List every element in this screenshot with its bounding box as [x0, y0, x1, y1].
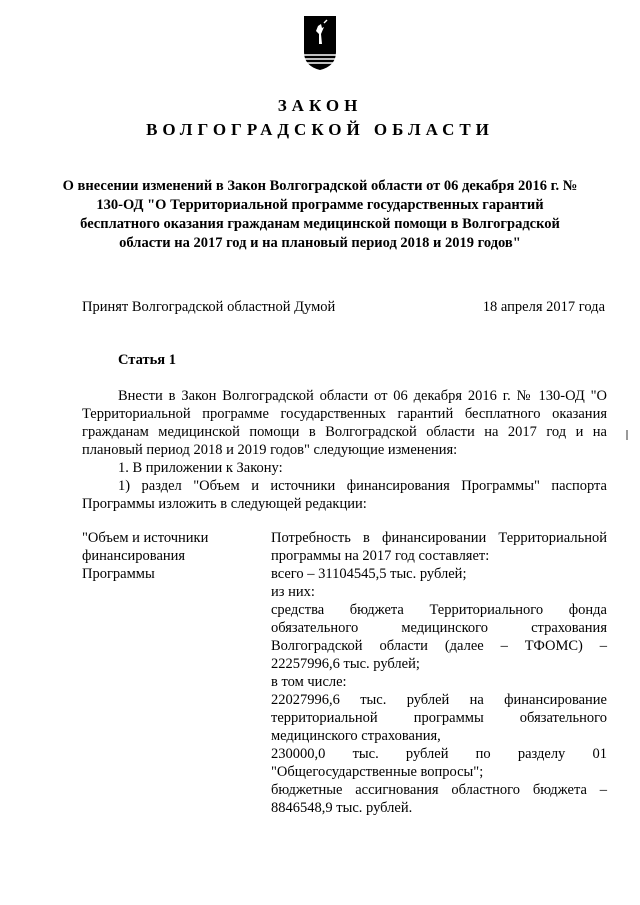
article-heading: Статья 1	[118, 352, 176, 368]
passport-table-left-column	[82, 529, 252, 583]
article-body	[82, 387, 607, 513]
margin-mark	[626, 430, 628, 440]
law-heading: ЗАКОН	[277, 96, 363, 115]
item-1-paragraph: 1. В приложении к Закону:	[118, 460, 283, 476]
passport-table-right-column	[271, 529, 607, 817]
article-intro-paragraph: Внести в Закон Волгоградской области от 06 декабря 2016 г. № 130-ОД "О Территориальной программе государственных гарантий бесплатного оказания гражданам медицинской помощи в Волгоградской области на 2017 год и на плановый период 2018 и 2019 годов" следующие изменения:	[82, 388, 607, 458]
table-left-line: финансирования	[82, 548, 186, 564]
table-right-paragraph: в том числе:	[271, 674, 347, 690]
table-right-paragraph: Потребность в финансировании Территориальной программы на 2017 год составляет:	[271, 530, 607, 564]
table-right-paragraph: всего – 31104545,5 тыс. рублей;	[271, 566, 467, 582]
table-right-paragraph: 230000,0 тыс. рублей по разделу 01 "Общегосударственные вопросы";	[271, 746, 607, 780]
table-right-paragraph: бюджетные ассигнования областного бюджета – 8846548,9 тыс. рублей.	[271, 782, 607, 816]
document-title: О внесении изменений в Закон Волгоградской области от 06 декабря 2016 г. № 130-ОД "О Территориальной программе государственных гарантий бесплатного оказания гражданам медицинской помощи в Волгоградской области на 2017 год и на плановый период 2018 и 2019 годов"	[62, 178, 578, 251]
item-1-1-paragraph: 1) раздел "Объем и источники финансирования Программы" паспорта Программы изложить в следующей редакции:	[82, 478, 607, 512]
table-right-paragraph: из них:	[271, 584, 315, 600]
region-heading: ВОЛГОГРАДСКОЙ ОБЛАСТИ	[146, 120, 494, 139]
table-right-paragraph: 22027996,6 тыс. рублей на финансирование территориальной программы обязательного медицинского страхования,	[271, 692, 607, 744]
table-left-line: "Объем и источники	[82, 530, 209, 546]
volgograd-coat-of-arms-emblem	[302, 14, 338, 72]
adopted-by: Принят Волгоградской областной Думой	[82, 299, 336, 315]
table-right-paragraph: средства бюджета Территориального фонда обязательного медицинского страхования Волгоградской области (далее – ТФОМС) – 22257996,6 тыс. рублей;	[271, 602, 607, 672]
table-left-line: Программы	[82, 566, 155, 582]
adopted-date: 18 апреля 2017 года	[482, 299, 605, 315]
